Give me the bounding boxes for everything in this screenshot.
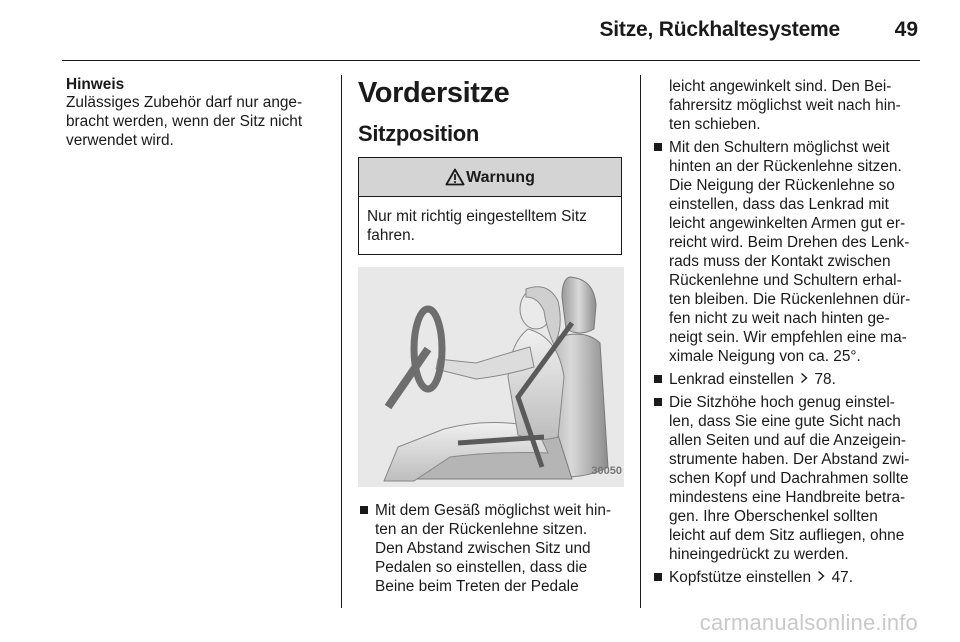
note-text — [66, 93, 328, 150]
page-reference-arrow-icon — [800, 372, 808, 384]
list-item-line: ten an der Rückenlehne sitzen. — [375, 521, 588, 538]
page-reference-arrow-icon — [817, 570, 825, 582]
warning-line: Nur mit richtig eingestelltem Sitz — [367, 208, 587, 225]
list-item — [652, 393, 924, 564]
warning-header — [359, 158, 621, 197]
warning-line: fahren. — [367, 227, 415, 244]
cross-reference-label: Kopfstütze einstellen — [669, 569, 812, 586]
note-label: Hinweis — [66, 76, 125, 93]
note-line: verwendet wird. — [66, 132, 174, 149]
list-item-line: leicht angewinkelt sind. Den Bei- — [669, 78, 892, 95]
warning-body — [359, 197, 621, 254]
column-2 — [358, 76, 624, 600]
list-item-line: strumente haben. Der Abstand zwi- — [669, 451, 910, 468]
seat-position-illustration — [358, 267, 624, 487]
list-item-line: Die Neigung der Rückenlehne so — [669, 177, 895, 194]
list-item-line: leicht angewinkelten Armen gut er- — [669, 215, 906, 232]
header-rule — [62, 60, 920, 61]
list-item-line: einstellen, dass das Lenkrad mit — [669, 196, 889, 213]
bullet-square-icon — [654, 398, 662, 406]
list-item-line: mindestens eine Handbreite betra- — [669, 489, 906, 506]
list-item-line: gen. Ihre Oberschenkel sollten — [669, 508, 878, 525]
list-item-line: fahrersitz möglichst weit nach hin- — [669, 97, 901, 114]
list-item — [652, 138, 924, 366]
cross-reference-page: 47. — [831, 569, 853, 586]
list-item-line: rads muss der Kontakt zwischen — [669, 253, 891, 270]
figure-number: 30050 — [591, 465, 622, 477]
list-item-line: Mit dem Gesäß möglichst weit hin- — [375, 502, 612, 519]
cross-reference-page: 78. — [814, 371, 836, 388]
list-item-line: leicht auf dem Sitz aufliegen, ohne — [669, 527, 905, 544]
bullet-square-icon — [360, 506, 368, 514]
cross-reference-label: Lenkrad einstellen — [669, 371, 794, 388]
bullet-list-col2 — [358, 501, 624, 596]
list-item-line: len, dass Sie eine gute Sicht nach — [669, 413, 901, 430]
list-item-line: allen Seiten und auf die Anzeigein- — [669, 432, 907, 449]
list-item — [652, 568, 924, 587]
warning-label: Warnung — [466, 168, 535, 186]
list-item-line: Pedalen so einstellen, dass die — [375, 559, 588, 576]
header-title: Sitze, Rückhaltesysteme — [599, 18, 840, 41]
list-item-line: Beine beim Treten der Pedale — [375, 578, 579, 595]
list-item-line: neigt sein. Wir empfehlen eine ma- — [669, 329, 907, 346]
bullet-square-icon — [654, 143, 662, 151]
bullet-list-col3 — [652, 138, 924, 587]
column-divider-2 — [640, 75, 641, 608]
list-item-continuation — [652, 77, 924, 134]
bullet-square-icon — [654, 573, 662, 581]
list-item-line: Mit den Schultern möglichst weit — [669, 139, 890, 156]
watermark: carmanualsonline.info — [699, 610, 918, 635]
list-item — [358, 501, 624, 596]
list-item-line: ten bleiben. Die Rückenlehnen dür- — [669, 291, 911, 308]
list-item-line: fen nicht zu weit nach hinten ge- — [669, 310, 890, 327]
bullet-square-icon — [654, 375, 662, 383]
list-item-line: hineingedrückt zu werden. — [669, 546, 849, 563]
note-line: Zulässiges Zubehör darf nur ange- — [66, 94, 303, 111]
column-3 — [652, 77, 924, 591]
warning-triangle-icon — [445, 168, 465, 186]
list-item — [652, 370, 924, 389]
list-item-line: schen Kopf und Dachrahmen sollte — [669, 470, 909, 487]
note-line: bracht werden, wenn der Sitz nicht — [66, 113, 303, 130]
subsection-title: Sitzposition — [358, 121, 480, 146]
warning-box — [358, 157, 622, 255]
list-item-line: ximale Neigung von ca. 25°. — [669, 348, 861, 365]
list-item-line: Rückenlehne und Schultern erhal- — [669, 272, 902, 289]
column-divider-1 — [341, 75, 342, 608]
list-item-line: ten schieben. — [669, 116, 761, 133]
column-1 — [66, 76, 328, 150]
section-title: Vordersitze — [358, 77, 510, 109]
seated-driver-illustration — [358, 267, 624, 487]
list-item-line: Die Sitzhöhe hoch genug einstel- — [669, 394, 895, 411]
list-item-line: hinten an der Rückenlehne sitzen. — [669, 158, 902, 175]
page-number: 49 — [894, 18, 918, 41]
list-item-line: Den Abstand zwischen Sitz und — [375, 540, 591, 557]
list-item-line: reicht wird. Beim Drehen des Lenk- — [669, 234, 910, 251]
